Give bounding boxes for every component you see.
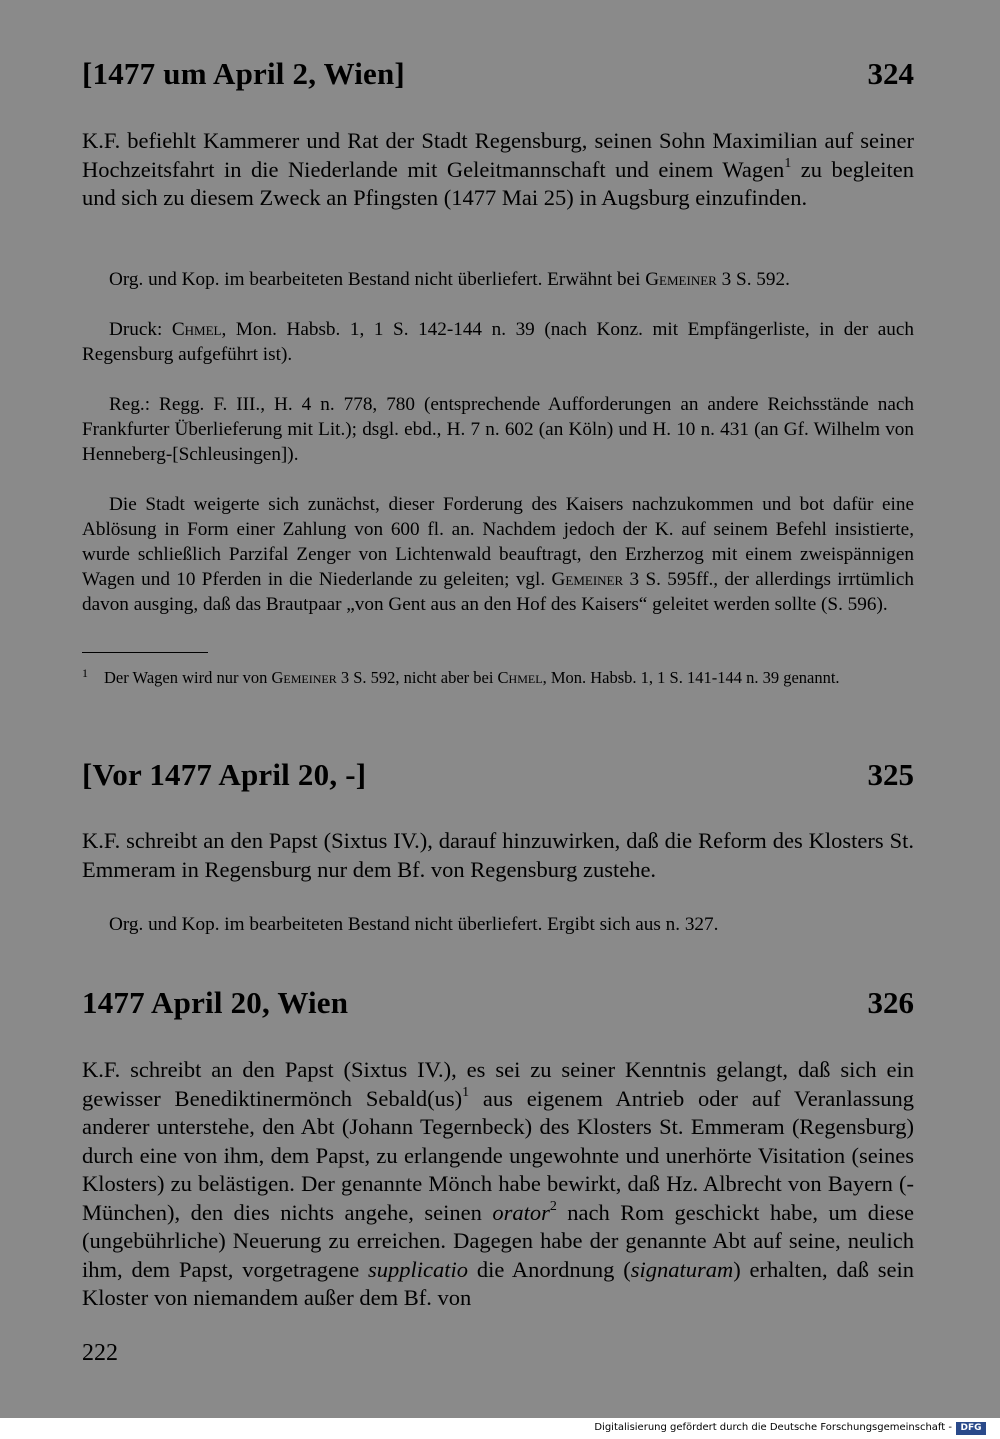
entry-date: 1477 April 20, Wien (82, 985, 349, 1020)
entry-date: [1477 um April 2, Wien] (82, 56, 405, 91)
entry-heading (82, 985, 914, 1029)
regest-text: K.F. schreibt an den Papst (Sixtus IV.), darauf hinzuwirken, daß die Reform des Klosters St. Emmeram in Regensburg nur dem Bf. von Regensburg zustehe. (82, 828, 914, 882)
regest-reference-note: Reg.: Regg. F. III., H. 4 n. 778, 780 (entsprechende Aufforderungen an andere Reichsstände nach Frankfurter Überlieferung mit Lit.); dsgl. ebd., H. 7 n. 602 (an Köln) und H. 10 n. 431 (an Gf. Wilhelm von Henneberg-[Schleusingen]). (82, 394, 914, 465)
entry-heading (82, 757, 914, 801)
entry-number: 326 (867, 985, 914, 1020)
entry-number: 324 (867, 56, 914, 91)
author-name: Gemeiner (551, 569, 624, 590)
latin-term: supplicatio (368, 1256, 469, 1282)
commentary-note: Die Stadt weigerte sich zunächst, dieser Forderung des Kaisers nachzukommen und bot dafür eine Ablösung in Form einer Zahlung von 600 fl. an. Nachdem jedoch der K. auf seinem Befehl insistierte, wurde schließlich Parzifal Zenger von Lichtenwald beauftragt, den Erzherzog mit einem zweispännigen Wagen und 10 Pferden in die Niederlande zu geleiten; vgl. Gemeiner 3 S. 595ff., der allerdings irrtümlich davon ausging, daß das Brautpaar „von Gent aus an den Hof des Kaisers“ geleitet werden sollte (S. 596). (82, 494, 914, 615)
regest-text: K.F. befiehlt Kammerer und Rat der Stadt Regensburg, seinen Sohn Maximilian auf seiner Hochzeitsfahrt in die Niederlande mit Geleitmannschaft und einem Wagen$^1$ zu begleiten und sich zu diesem Zweck an Pfingsten (1477 Mai 25) in Augsburg einzufinden. (82, 128, 914, 210)
tradition-note: Org. und Kop. im bearbeiteten Bestand nicht überliefert. Erwähnt bei Gemeiner 3 S. 592. (109, 269, 790, 290)
footnote-ref: 1 (462, 1084, 470, 1100)
footnote-divider (82, 652, 208, 653)
footnote-mark: 1 (82, 666, 88, 680)
author-name: Chmel (497, 668, 543, 687)
latin-term: orator (492, 1199, 550, 1225)
footnote-ref: 2 (549, 1198, 557, 1214)
digitization-credit: Digitalisierung gefördert durch die Deutsche Forschungsgemeinschaft - (594, 1422, 952, 1433)
footnote-ref: 1 (784, 155, 792, 171)
entry-heading (82, 56, 914, 100)
print-note: Druck: Chmel, Mon. Habsb. 1, 1 S. 142-144 n. 39 (nach Konz. mit Empfängerliste, in der auch Regensburg aufgeführt ist). (82, 319, 915, 365)
footnote: 1 Der Wagen wird nur von Gemeiner 3 S. 592, nicht aber bei Chmel, Mon. Habsb. 1, 1 S. 141-144 n. 39 genannt. (82, 667, 914, 688)
tradition-note: Org. und Kop. im bearbeiteten Bestand nicht überliefert. Ergibt sich aus n. 327. (109, 914, 719, 935)
regest-text: K.F. schreibt an den Papst (Sixtus IV.), es sei zu seiner Kenntnis gelangt, daß sich ein gewisser Benediktinermönch Sebald(us)$^1$ aus eigenem Antrieb oder auf Veranlassung anderer unterstehe, den Abt (Johann Tegernbeck) des Klosters St. Emmeram (Regensburg) durch eine von ihm, dem Papst, zu erlangende ungewohnte und unerhörte Visitation (seines Klosters) zu belästigen. Der genannte Mönch habe bewirkt, daß Hz. Albrecht von Bayern (-München), den dies nichts angehe, seinen orator$^2$ nach Rom geschickt habe, um diese (ungebührliche) Neuerung zu erreichen. Dagegen habe der genannte Abt auf seine, neulich ihm, dem Papst, vorgetragene supplicatio die Anordnung (signaturam) erhalten, daß sein Kloster von niemandem außer dem Bf. von (82, 1057, 914, 1310)
dfg-logo: DFG (956, 1422, 986, 1435)
page-number: 222 (82, 1340, 118, 1366)
author-name: Chmel (171, 319, 222, 340)
latin-term: signaturam (630, 1256, 734, 1282)
entry-number: 325 (867, 757, 914, 792)
author-name: Gemeiner (645, 269, 717, 290)
author-name: Gemeiner (271, 668, 337, 687)
entry-date: [Vor 1477 April 20, -] (82, 757, 367, 792)
